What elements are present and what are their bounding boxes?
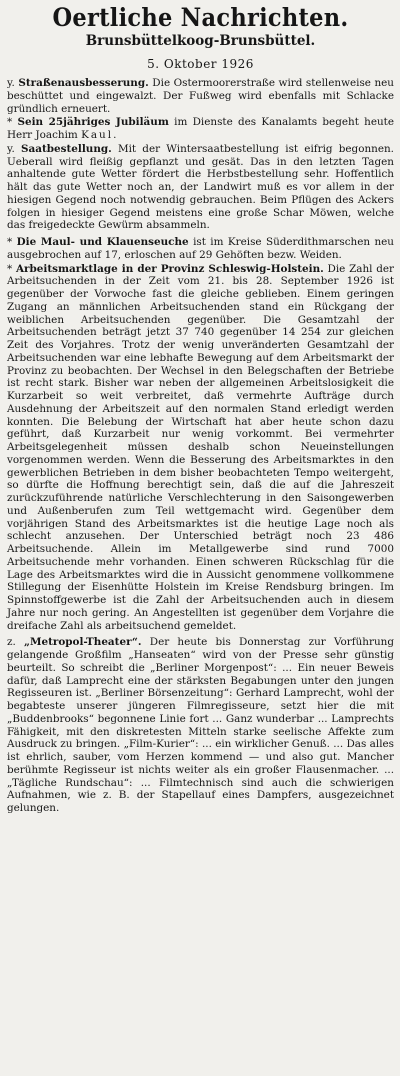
article-text: Die Zahl der Arbeitsuchenden in der Zeit vom 21. bis 28. September 1926 ist gegenüber der Vorwoche fast die gleiche geblieben. Einem geringen Zugang an männlichen Arbeitsuchenden stand ein Rückgang der weiblichen Arbeitsuchenden gegenüber. Die Gesamtzahl der Arbeitsuchenden beträgt jetzt 37 740 gegenüber 14 254 zur gleichen Zeit des Vorjahres. Trotz der wenig unveränderten Gesamtzahl der Arbeitsuchenden war eine lebhafte Bewegung auf dem Arbeitsmarkt der Provinz zu beobachten. Der Wechsel in den Belegschaften der Betriebe ist recht stark. Bisher war neben der allgemeinen Arbeitslosigkeit die Kurzarbeit so weit verbreitet, daß vermehrte Aufträge durch Ausdehnung der Arbeitszeit auf den normalen Stand erledigt werden konnten. Die Belebung der Wirtschaft hat aber heute schon dazu geführt, daß Kurzarbeit nur wenig vorkommt. Bei vermehrter Arbeitsgelegenheit müssen deshalb schon Neueinstellungen vorgenommen werden. Wenn die Besserung des Arbeitsmarktes in den gewerblichen Betrieben in dem bisher beobachteten Tempo weitergeht, so dürfte die Hoffnung berechtigt sein, daß die auf die Jahreszeit zurückzuführende natürliche Verschlechterung in den Saisongewerben und Außenberufen zum Teil wettgemacht wird. Gegenüber dem vorjährigen Stand des Arbeitsmarktes ist die heutige Lage noch als schlecht anzusehen. Der Unterschied beträgt noch 23 486 Arbeitsuchende. Allein im Metallgewerbe sind rund 7000 Arbeitsuchende mehr vorhanden. Einen schweren Rückschlag für die Lage des Arbeitsmarktes wird die in Aussicht genommene vollkommene Stillegung der Eisenhütte Holstein im Kreise Rendsburg bringen. Im Spinnstoffgewerbe ist die Zahl der Arbeitsuchenden auch in diesem Jahre nur noch gering. An Angestellten ist gegenüber dem Vorjahre die dreifache Zahl als arbeitsuchend gemeldet. bbox=[7, 262, 395, 632]
article-headline: Straßenausbesserung. bbox=[18, 77, 149, 89]
article-headline: Saatbestellung. bbox=[20, 142, 112, 155]
author-mark: y. bbox=[7, 142, 15, 155]
person-name: Kaul bbox=[81, 129, 114, 141]
article-metropol-theater bbox=[7, 636, 394, 815]
article-labour-market bbox=[7, 263, 394, 633]
article-road-repair bbox=[7, 77, 394, 115]
section-title: Oertliche Nachrichten. bbox=[52, 3, 349, 32]
article-headline: Die Maul- und Klauenseuche bbox=[16, 236, 189, 248]
section-subtitle: Brunsbüttelkoog-Brunsbüttel. bbox=[85, 33, 316, 49]
author-mark: * bbox=[7, 116, 13, 129]
article-text: Der heute bis Donnerstag zur Vorführung gelangende Großfilm „Hanseaten“ wird von der Presse sehr günstig beurteilt. So schreibt die „Berliner Morgenpost“: ... Ein neuer Beweis dafür, daß Lamprecht eine der stärksten Begabungen unter den jungen Regisseuren ist. „Berliner Börsenzeitung“: Gerhard Lamprecht, wohl der begabteste unserer jüngeren Filmregisseure, setzt hier die mit „Buddenbrooks“ begonnene Linie fort ... Ganz wunderbar ... Lamprechts Fähigkeit, mit den diskretesten Mitteln starke seelische Affekte zum Ausdruck zu bringen. „Film-Kurier“: ... ein wirklicher Genuß. ... Das alles ist ehrlich, sauber, vom Herzen kommend — und also gut. Mancher berühmte Regisseur ist nichts weiter als ein großer Flausenmacher. ... „Tägliche Rundschau“: ... Filmtechnisch sind auch die schwierigen Aufnahmen, wie z. B. der Stapellauf eines Dampfers, ausgezeichnet gelungen. bbox=[7, 636, 394, 814]
article-sowing bbox=[7, 143, 394, 232]
article-headline: Arbeitsmarktlage in der Provinz Schleswig-Holstein. bbox=[15, 262, 324, 275]
author-mark: * bbox=[7, 236, 13, 248]
article-text-tail: . bbox=[113, 129, 117, 141]
author-mark: z. bbox=[7, 636, 16, 649]
article-text: Die Ostermoorerstraße wird stellenweise neu beschüttet und eingewalzt. Der Fußweg wird ebenfalls mit Schlacke gründlich erneuert. bbox=[7, 77, 395, 115]
article-text: im Dienste des Kanalamts begeht heute Herr Joachim bbox=[7, 116, 394, 141]
author-mark: * bbox=[7, 262, 13, 275]
article-jubilee bbox=[7, 116, 394, 142]
author-mark: y. bbox=[7, 77, 15, 89]
article-headline: „Metropol-Theater“. bbox=[24, 636, 142, 649]
masthead bbox=[7, 3, 394, 72]
dateline: 5. Oktober 1926 bbox=[147, 57, 254, 71]
article-text: ist im Kreise Süderdithmarschen neu ausgebrochen auf 17, erloschen auf 29 Gehöften bezw. Weiden. bbox=[7, 236, 394, 261]
article-text: Mit der Wintersaatbestellung ist eifrig begonnen. Ueberall wird fleißig gepflanzt und gesät. Das in den letzten Tagen anhaltende gute Wetter fördert die Herbstbestellung sehr. Hoffentlich hält das gute Wetter noch an, der Landwirt muß es vor allem in der hiesigen Gegend noch notwendig gebrauchen. Beim Pflügen des Ackers folgen in hiesiger Gegend meistens eine große Schar Möwen, welche das freigedeckte Gewürm absammeln. bbox=[7, 142, 394, 232]
article-headline: Sein 25jähriges Jubiläum bbox=[17, 116, 169, 129]
article-foot-and-mouth bbox=[7, 236, 394, 262]
